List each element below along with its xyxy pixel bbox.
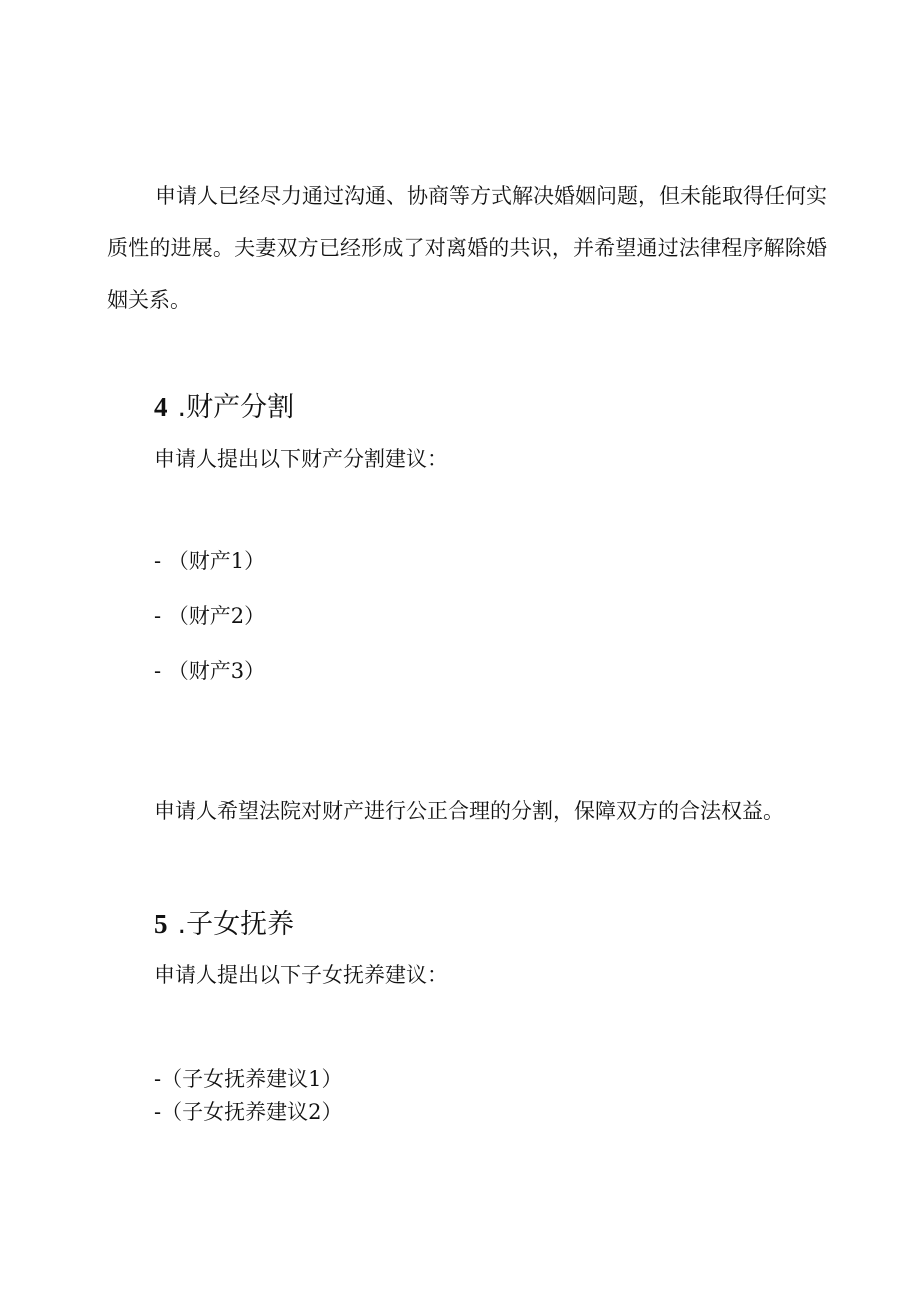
custody-item-2: -（子女抚养建议2） xyxy=(154,1100,343,1124)
section-4-lead: 申请人提出以下财产分割建议： xyxy=(154,447,448,471)
section-4-number: 4 xyxy=(154,392,168,422)
custody-item-1: -（子女抚养建议1） xyxy=(154,1067,343,1091)
property-item-2: - （财产2） xyxy=(154,604,266,628)
section-5-number: 5 xyxy=(154,909,168,939)
section-5-title: .子女抚养 xyxy=(177,909,295,940)
property-item-1: - （财产1） xyxy=(154,549,266,573)
section-5-lead: 申请人提出以下子女抚养建议： xyxy=(154,963,448,987)
intro-paragraph: 申请人已经尽力通过沟通、协商等方式解决婚姻问题，但未能取得任何实质性的进展。夫妻双方已经形成了对离婚的共识，并希望通过法律程序解除婚姻关系。 xyxy=(107,184,827,312)
section-4-heading xyxy=(154,389,294,426)
section-5-heading xyxy=(154,906,294,943)
section-4-title: .财产分割 xyxy=(177,392,295,423)
property-item-3: - （财产3） xyxy=(154,659,266,683)
section-4-closing: 申请人希望法院对财产进行公正合理的分割，保障双方的合法权益。 xyxy=(154,799,784,823)
